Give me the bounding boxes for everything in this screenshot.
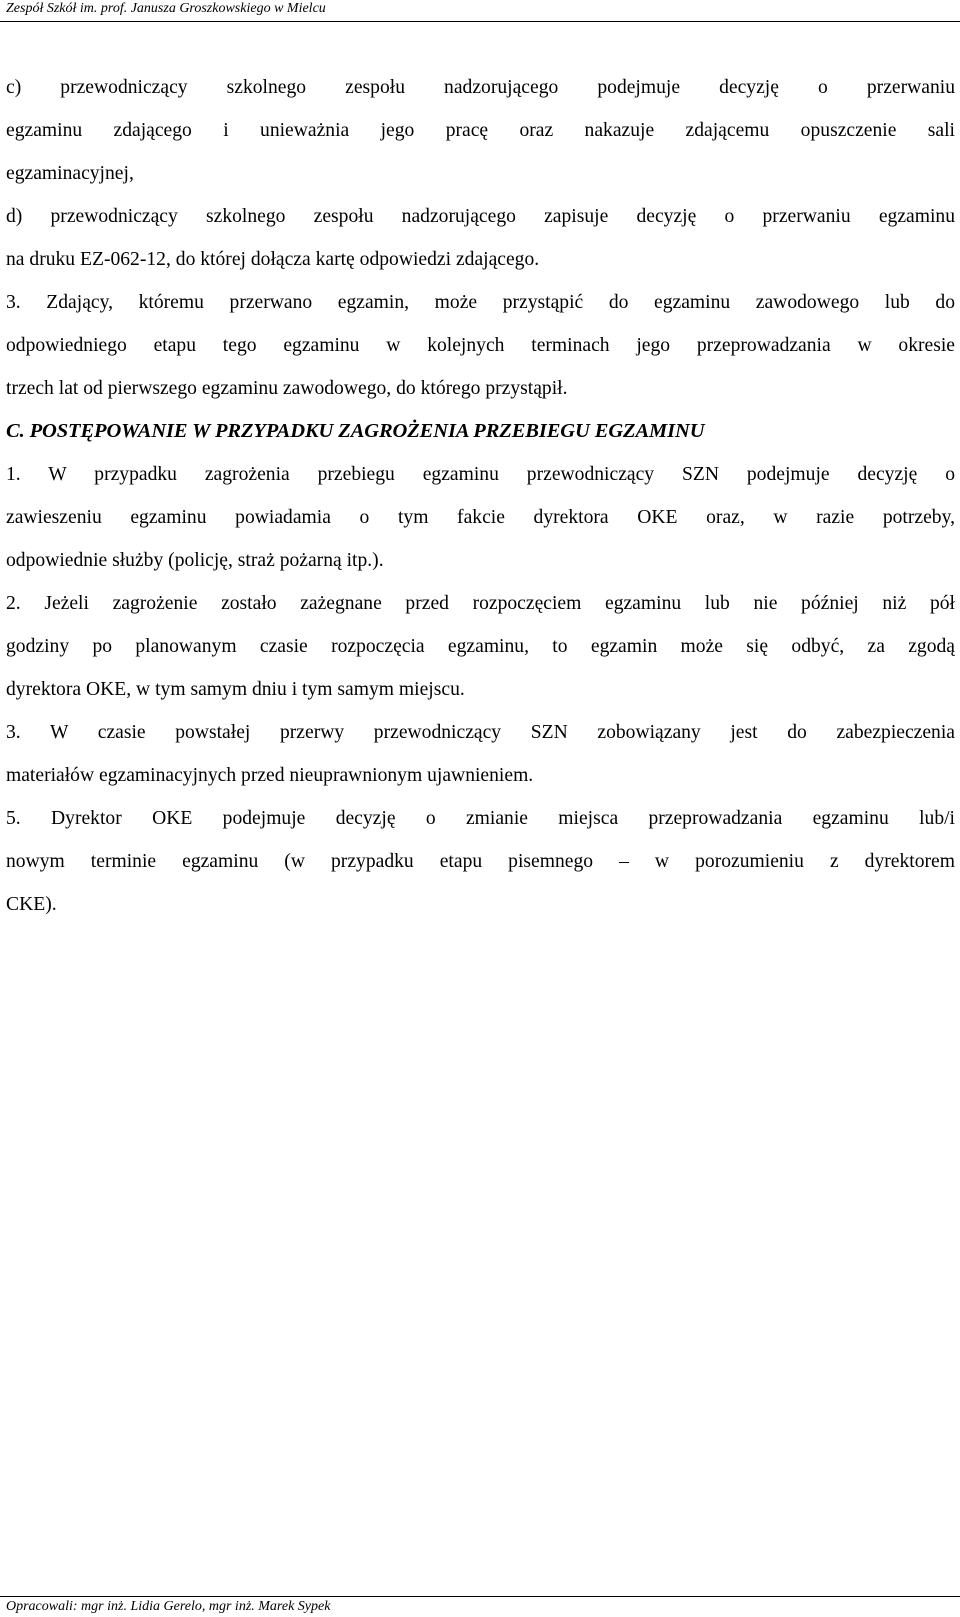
section-c-item-5-line-1: 5. Dyrektor OKE podejmuje decyzję o zmianie miejsca przeprowadzania egzaminu lub/i [6,808,955,829]
section-c-item-5-line-3: CKE). [6,894,57,915]
section-c-item-2-line-3: dyrektora OKE, w tym samym dniu i tym samym miejscu. [6,679,465,700]
item-c-line-1: c) przewodniczący szkolnego zespołu nadzorującego podejmuje decyzję o przerwaniu [6,77,955,98]
section-c-item-3-line-2: materiałów egzaminacyjnych przed nieuprawnionym ujawnieniem. [6,765,534,786]
section-c-heading: C. POSTĘPOWANIE W PRZYPADKU ZAGROŻENIA PRZEBIEGU EGZAMINU [6,420,705,442]
section-c-item-5-line-2: nowym terminie egzaminu (w przypadku etapu pisemnego – w porozumieniu z dyrektorem [6,851,955,872]
section-c-item-1-line-1: 1. W przypadku zagrożenia przebiegu egzaminu przewodniczący SZN podejmuje decyzję o [6,464,955,485]
item-d-line-1: d) przewodniczący szkolnego zespołu nadzorującego zapisuje decyzję o przerwaniu egzaminu [6,206,955,227]
section-c-item-1-line-2: zawieszeniu egzaminu powiadamia o tym fakcie dyrektora OKE oraz, w razie potrzeby, [6,507,955,528]
document-body [6,66,955,926]
paragraph-3-line-3: trzech lat od pierwszego egzaminu zawodowego, do którego przystąpił. [6,378,568,399]
section-c-item-1-line-3: odpowiednie służby (policję, straż pożarną itp.). [6,550,384,571]
paragraph-3-line-2: odpowiedniego etapu tego egzaminu w kolejnych terminach jego przeprowadzania w okresie [6,335,955,356]
page-footer [0,1596,960,1617]
item-c-line-2: egzaminu zdającego i unieważnia jego pracę oraz nakazuje zdającemu opuszczenie sali [6,120,955,141]
paragraph-3-line-1: 3. Zdający, któremu przerwano egzamin, może przystąpić do egzaminu zawodowego lub do [6,292,955,313]
item-d-line-2: na druku EZ-062-12, do której dołącza kartę odpowiedzi zdającego. [6,249,540,270]
header-school-name: Zespół Szkół im. prof. Janusza Groszkowskiego w Mielcu [6,1,326,16]
footer-authors: Opracowali: mgr inż. Lidia Gerelo, mgr inż. Marek Sypek [6,1599,331,1614]
item-c-line-3: egzaminacyjnej, [6,163,134,184]
page-header [0,0,960,22]
section-c-item-3-line-1: 3. W czasie powstałej przerwy przewodniczący SZN zobowiązany jest do zabezpieczenia [6,722,955,743]
section-c-item-2-line-1: 2. Jeżeli zagrożenie zostało zażegnane przed rozpoczęciem egzaminu lub nie później niż pół [6,593,955,614]
section-c-item-2-line-2: godziny po planowanym czasie rozpoczęcia egzaminu, to egzamin może się odbyć, za zgodą [6,636,955,657]
